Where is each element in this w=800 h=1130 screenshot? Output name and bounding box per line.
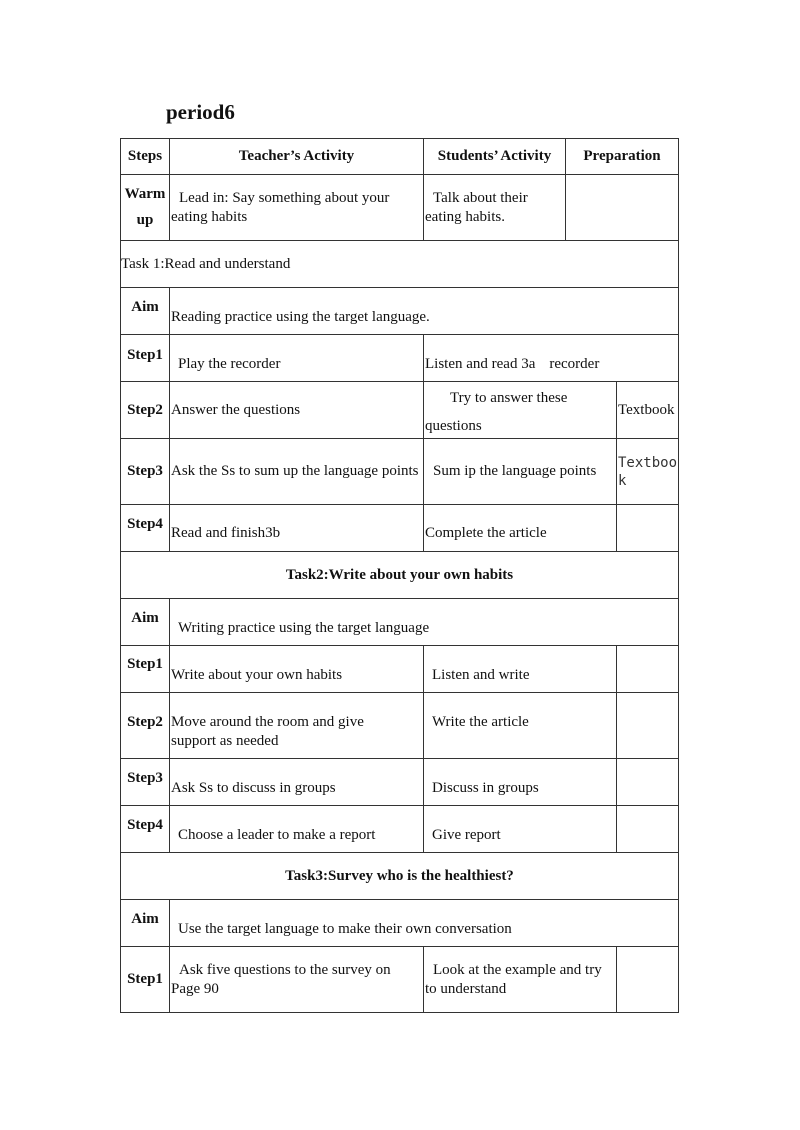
task1-step1-prep: recorder	[549, 356, 600, 372]
task2-step3-label: Step3	[120, 758, 170, 806]
warmup-students: Talk about their eating habits.	[423, 174, 566, 241]
task1-step3-label: Step3	[120, 438, 170, 505]
header-teacher-activity: Teacher’s Activity	[169, 138, 424, 175]
task2-step4-label: Step4	[120, 805, 170, 853]
task2-step1-prep	[616, 645, 679, 693]
task2-step2-label: Step2	[120, 692, 170, 759]
task1-step4-prep	[616, 504, 679, 552]
task1-step3-students: Sum ip the language points	[423, 438, 617, 505]
task1-step1-label: Step1	[120, 334, 170, 382]
task2-aim-label: Aim	[120, 598, 170, 646]
task1-step4-label: Step4	[120, 504, 170, 552]
task2-step1-teacher: Write about your own habits	[169, 645, 424, 693]
task2-title: Task2:Write about your own habits	[120, 551, 679, 599]
warmup-label-line2: up	[136, 212, 154, 228]
task1-step3-teacher: Ask the Ss to sum up the language points	[169, 438, 424, 505]
task1-step3-prep-line2: k	[618, 472, 627, 489]
task2-step3-teacher: Ask Ss to discuss in groups	[169, 758, 424, 806]
task2-step4-prep	[616, 805, 679, 853]
task1-step2-prep: Textbook	[616, 381, 679, 439]
warmup-label	[120, 174, 170, 241]
task1-step1-students	[423, 334, 679, 382]
task2-step4-students: Give report	[423, 805, 617, 853]
task3-step1-prep	[616, 946, 679, 1013]
task1-aim-label: Aim	[120, 287, 170, 335]
warmup-label-line1: Warm	[124, 186, 166, 202]
task1-step2-students	[423, 381, 617, 439]
task3-title: Task3:Survey who is the healthiest?	[120, 852, 679, 900]
task1-step3-prep-line1: Textboo	[618, 454, 678, 471]
task1-title: Task 1:Read and understand	[120, 240, 679, 288]
page-title: period6	[166, 100, 235, 124]
task2-step1-label: Step1	[120, 645, 170, 693]
warmup-prep	[565, 174, 679, 241]
task1-step2-label: Step2	[120, 381, 170, 439]
task2-step4-teacher: Choose a leader to make a report	[169, 805, 424, 853]
task1-step1-students-text: Listen and read 3a	[425, 356, 536, 372]
task2-step3-prep	[616, 758, 679, 806]
task1-aim: Reading practice using the target language.	[169, 287, 679, 335]
task2-step3-students: Discuss in groups	[423, 758, 617, 806]
task3-step1-teacher: Ask five questions to the survey on Page 90	[169, 946, 424, 1013]
task1-step1-teacher: Play the recorder	[169, 334, 424, 382]
task2-aim: Writing practice using the target language	[169, 598, 679, 646]
header-preparation: Preparation	[565, 138, 679, 175]
task2-step1-students: Listen and write	[423, 645, 617, 693]
task3-step1-students: Look at the example and try to understand	[423, 946, 617, 1013]
task2-step2-prep	[616, 692, 679, 759]
task2-step2-students: Write the article	[423, 692, 617, 759]
header-steps: Steps	[120, 138, 170, 175]
task1-step2-students-line1: Try to answer these	[450, 390, 568, 406]
task3-aim-label: Aim	[120, 899, 170, 947]
task3-aim: Use the target language to make their own conversation	[169, 899, 679, 947]
task1-step4-teacher: Read and finish3b	[169, 504, 424, 552]
task1-step2-students-line2: questions	[425, 418, 482, 434]
task1-step3-prep	[616, 438, 679, 505]
warmup-teacher: Lead in: Say something about your eating habits	[169, 174, 424, 241]
task1-step2-teacher: Answer the questions	[169, 381, 424, 439]
task3-step1-label: Step1	[120, 946, 170, 1013]
task2-step2-teacher: Move around the room and give support as needed	[169, 692, 424, 759]
task1-step4-students: Complete the article	[423, 504, 617, 552]
header-students-activity: Students’ Activity	[423, 138, 566, 175]
